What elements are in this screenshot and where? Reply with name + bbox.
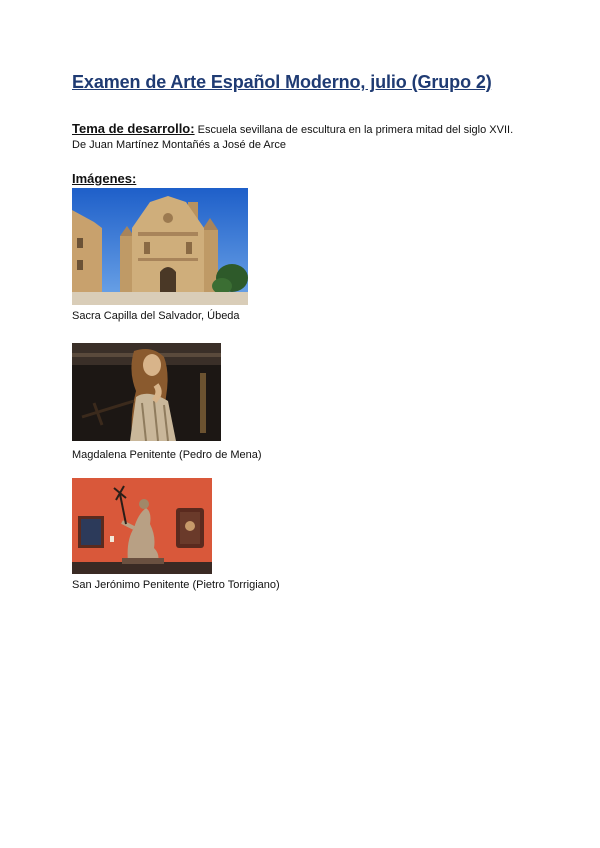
caption-2: Magdalena Penitente (Pedro de Mena) <box>72 449 262 461</box>
topic-paragraph <box>72 121 542 153</box>
caption-3: San Jerónimo Penitente (Pietro Torrigiano) <box>72 579 280 591</box>
sculpture-photo <box>72 343 221 441</box>
topic-text: Escuela sevillana de escultura en la primera mitad del siglo XVII. <box>194 124 514 136</box>
document-title: Examen de Arte Español Moderno, julio (Grupo 2) <box>72 72 492 92</box>
caption-1: Sacra Capilla del Salvador, Úbeda <box>72 310 240 322</box>
images-heading: Imágenes: <box>72 171 137 186</box>
topic-label: Tema de desarrollo: <box>72 121 195 136</box>
topic-text-line2: De Juan Martínez Montañés a José de Arce <box>72 139 287 151</box>
church-facade-photo <box>72 188 248 305</box>
sculpture-museum-photo <box>72 478 212 574</box>
